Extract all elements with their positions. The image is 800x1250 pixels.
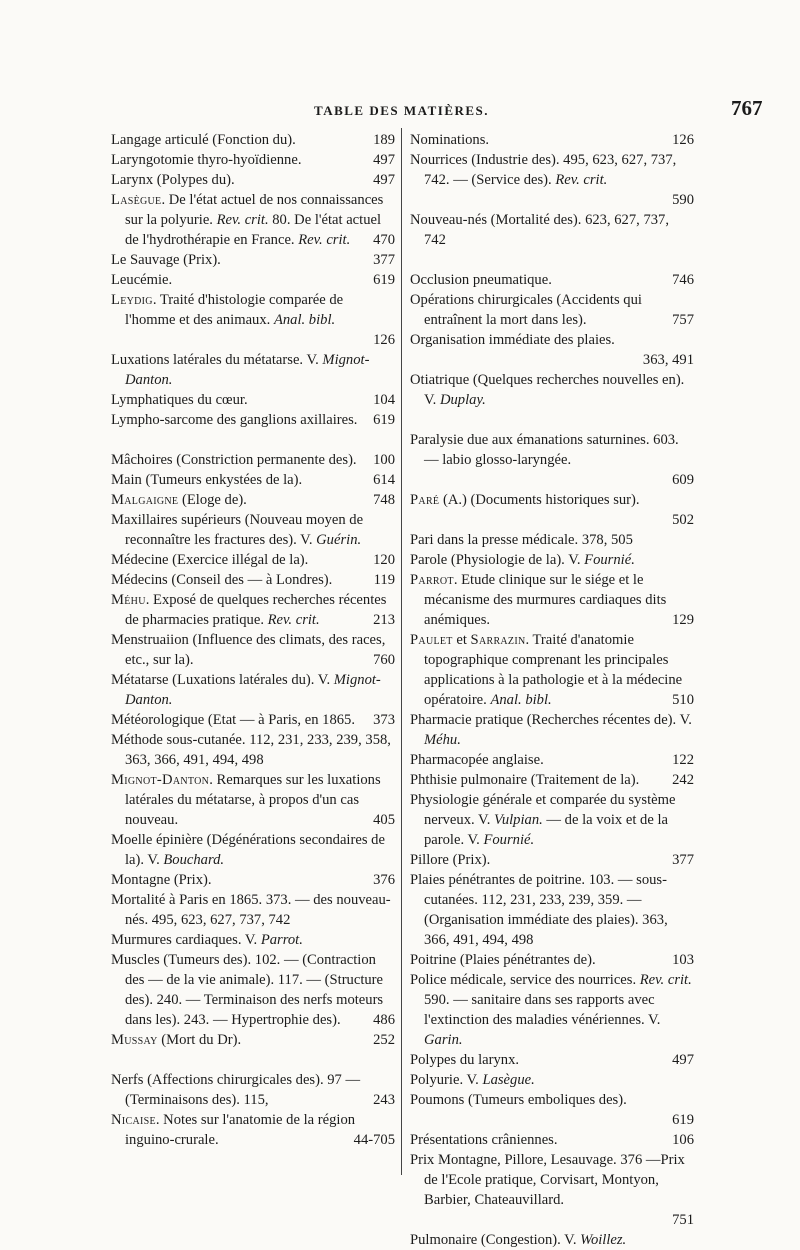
entry-text: Médecins (Conseil des — à Londres). bbox=[111, 572, 333, 588]
author-name: Nicaise bbox=[111, 1112, 156, 1128]
index-entry bbox=[111, 390, 395, 410]
entry-text: . Exposé de quelques recherches récentes de pharmacies pratique. bbox=[125, 592, 387, 628]
entry-italic: Bouchard. bbox=[163, 852, 225, 868]
index-entry bbox=[111, 130, 395, 150]
page-ref: 100 bbox=[373, 452, 395, 468]
entry-italic: Fournié. bbox=[584, 552, 635, 568]
entry-text: Poitrine (Plaies pénétrantes de). bbox=[410, 952, 596, 968]
entry-text: Murmures cardiaques. V. bbox=[111, 932, 261, 948]
page-number: 767 bbox=[731, 96, 763, 120]
entry-text: 115, bbox=[243, 1092, 269, 1108]
index-entry bbox=[111, 1030, 395, 1050]
entry-text: Montagne (Prix). bbox=[111, 872, 212, 888]
page-ref: 502 bbox=[672, 512, 694, 528]
index-entry bbox=[410, 630, 694, 710]
index-entry bbox=[410, 1050, 694, 1070]
running-header: TABLE DES MATIÈRES. bbox=[314, 103, 490, 118]
entry-text: Organisation immédiate des plaies. bbox=[410, 332, 615, 348]
entry-text: Leucémie. bbox=[111, 272, 173, 288]
index-entry bbox=[410, 570, 694, 630]
entry-text: Moelle épinière (Dégénérations secondaires de la). V. bbox=[111, 832, 385, 868]
author-name: Mussay bbox=[111, 1032, 158, 1048]
index-entry bbox=[410, 150, 694, 210]
index-entry bbox=[111, 1070, 395, 1110]
entry-text: Luxations latérales du métatarse. V. bbox=[111, 352, 323, 368]
index-entry bbox=[111, 550, 395, 570]
index-entry bbox=[410, 1070, 694, 1090]
index-entry bbox=[410, 1090, 694, 1130]
index-entry bbox=[111, 350, 395, 390]
entry-italic: Guérin. bbox=[316, 532, 362, 548]
index-entry bbox=[410, 1230, 694, 1250]
index-entry bbox=[111, 190, 395, 250]
entry-text: Phthisie pulmonaire (Traitement de la). bbox=[410, 772, 640, 788]
entry-italic: Anal. bibl. bbox=[273, 312, 336, 328]
entry-italic: Garin. bbox=[424, 1032, 463, 1048]
entry-italic: Fournié. bbox=[483, 832, 535, 848]
index-entry bbox=[410, 950, 694, 970]
entry-italic: Anal. bibl. bbox=[490, 692, 552, 708]
author-name: Malgaigne bbox=[111, 492, 179, 508]
entry-text: Poumons (Tumeurs emboliques des). bbox=[410, 1092, 627, 1108]
page-ref: 619 bbox=[373, 412, 395, 428]
entry-text: (Eloge de). bbox=[178, 492, 247, 508]
page-ref: 120 bbox=[373, 552, 395, 568]
index-entry bbox=[111, 410, 395, 430]
page-ref: 746 bbox=[672, 272, 694, 288]
author-name: Paré bbox=[410, 492, 440, 508]
entry-text: Police médicale, service des nourrices. bbox=[410, 972, 640, 988]
page-ref: 470 bbox=[373, 232, 395, 248]
entry-text: Lympho-sarcome des ganglions axillaires. bbox=[111, 412, 358, 428]
entry-text: 590. — sanitaire dans ses rapports avec l'extinction des maladies vénériennes. V. bbox=[424, 992, 661, 1028]
page-ref: 590 bbox=[672, 192, 694, 208]
page-ref: 405 bbox=[373, 812, 395, 828]
spacer bbox=[111, 1050, 395, 1070]
entry-italic: Mignot-Danton. bbox=[125, 672, 381, 708]
entry-text: Médecine (Exercice illégal de la). bbox=[111, 552, 309, 568]
entry-text: Mortalité à Paris en 1865. 373. — des nouveau-nés. 495, 623, 627, 737, 742 bbox=[111, 892, 391, 928]
entry-text: Présentations crâniennes. bbox=[410, 1132, 558, 1148]
entry-text: Pulmonaire (Congestion). V. bbox=[410, 1232, 581, 1248]
page-ref: 104 bbox=[373, 392, 395, 408]
page-ref: 619 bbox=[672, 1112, 694, 1128]
page-ref: 497 bbox=[373, 172, 395, 188]
page-ref: 213 bbox=[373, 612, 395, 628]
entry-text: Paralysie due aux émanations saturnines. 603. — labio glosso-laryngée. bbox=[410, 432, 679, 468]
page-ref: 748 bbox=[373, 492, 395, 508]
entry-text: . Notes sur l'anatomie de la région inguino-crurale. bbox=[125, 1112, 356, 1148]
entry-text: . Remarques sur les luxations latérales du métatarse, à propos d'un cas nouveau. bbox=[125, 772, 381, 828]
page-ref: 376 bbox=[373, 872, 395, 888]
entry-italic: Parrot. bbox=[260, 932, 303, 948]
index-entry bbox=[111, 270, 395, 290]
entry-text: Langage articulé (Fonction du). bbox=[111, 132, 296, 148]
spacer bbox=[410, 410, 694, 430]
entry-text: (A.) (Documents historiques sur). bbox=[439, 492, 640, 508]
page-ref: 609 bbox=[672, 472, 694, 488]
entry-text: Méthode sous-cutanée. 112, 231, 233, 239, 358, 363, 366, 491, 494, 498 bbox=[111, 732, 391, 768]
entry-text: Nouveau-nés (Mortalité des). 623, 627, 737, 742 bbox=[410, 212, 669, 248]
index-entry bbox=[111, 170, 395, 190]
page-ref: 106 bbox=[672, 1132, 694, 1148]
entry-italic: Rev. crit. bbox=[216, 212, 269, 228]
page-ref: 126 bbox=[373, 332, 395, 348]
entry-text: Polyurie. V. bbox=[410, 1072, 483, 1088]
entry-text: Mâchoires (Constriction permanente des). bbox=[111, 452, 357, 468]
index-entry bbox=[111, 570, 395, 590]
entry-text: Météorologique (Etat — à Paris, en 1865. bbox=[111, 712, 355, 728]
index-entry bbox=[410, 490, 694, 530]
page-ref: 44-705 bbox=[353, 1132, 395, 1148]
entry-text: . Etude clinique sur le siége et le mécanisme des murmures cardiaques dits anémiques. bbox=[424, 572, 667, 628]
author-name: Mignot-Danton bbox=[111, 772, 210, 788]
page-ref: 126 bbox=[672, 132, 694, 148]
entry-text: Nourrices (Industrie des). 495, 623, 627, 737, 742. — (Service des). bbox=[410, 152, 677, 188]
entry-text: — de la voix et de la parole. V. bbox=[424, 812, 669, 848]
page-ref: 486 bbox=[373, 1012, 395, 1028]
author-name: Méhu bbox=[111, 592, 146, 608]
index-entry bbox=[410, 710, 694, 750]
page-ref: 510 bbox=[672, 692, 694, 708]
index-entry bbox=[111, 490, 395, 510]
entry-text: Main (Tumeurs enkystées de la). bbox=[111, 472, 303, 488]
entry-text: Polypes du larynx. bbox=[410, 1052, 520, 1068]
page-ref: 129 bbox=[672, 612, 694, 628]
page-ref: 373 bbox=[373, 712, 395, 728]
page-ref: 189 bbox=[373, 132, 395, 148]
page-ref: 252 bbox=[373, 1032, 395, 1048]
entry-text: Otiatrique (Quelques recherches nouvelles en). V. bbox=[410, 372, 685, 408]
entry-text: Lymphatiques du cœur. bbox=[111, 392, 248, 408]
index-entry bbox=[410, 550, 694, 570]
index-entry bbox=[410, 970, 694, 1050]
index-entry bbox=[111, 250, 395, 270]
entry-text: Menstruaiion (Influence des climats, des races, etc., sur la). bbox=[111, 632, 386, 668]
index-entry bbox=[111, 770, 395, 830]
index-entry bbox=[410, 270, 694, 290]
entry-text: Pharmacie pratique (Recherches récentes de). V. bbox=[410, 712, 692, 728]
entry-text: Muscles (Tumeurs des). 102. — (Contraction des — de la vie animale). 117. — (Structure des). 240. — Terminaison des nerfs moteurs dans les). 243. — Hypertrophie des). bbox=[111, 952, 384, 1028]
entry-text: Maxillaires supérieurs (Nouveau moyen de reconnaître les fractures des). V. bbox=[111, 512, 364, 548]
entry-text: Pari dans la presse médicale. 378, 505 bbox=[410, 532, 633, 548]
index-entry bbox=[410, 850, 694, 870]
entry-text: Prix Montagne, Pillore, Lesauvage. 376 —Prix de l'Ecole pratique, Corvisart, Montyon, Barbier, Chateauvillard. bbox=[410, 1152, 685, 1208]
entry-text: Le Sauvage (Prix). bbox=[111, 252, 221, 268]
index-column-right bbox=[410, 130, 694, 1250]
index-entry bbox=[410, 770, 694, 790]
entry-italic: Méhu. bbox=[424, 732, 461, 748]
index-entry bbox=[410, 1150, 694, 1230]
index-entry bbox=[410, 430, 694, 490]
index-entry bbox=[111, 470, 395, 490]
index-entry bbox=[410, 750, 694, 770]
index-entry bbox=[410, 330, 694, 370]
index-entry bbox=[410, 130, 694, 150]
author-name: Leydig bbox=[111, 292, 153, 308]
entry-italic: Lasègue. bbox=[482, 1072, 535, 1088]
page-ref: 119 bbox=[373, 572, 395, 588]
entry-italic: Rev. crit. bbox=[298, 232, 351, 248]
index-entry bbox=[111, 670, 395, 710]
index-entry bbox=[410, 1130, 694, 1150]
entry-text: Pillore (Prix). bbox=[410, 852, 491, 868]
entry-text: Larynx (Polypes du). bbox=[111, 172, 235, 188]
index-entry bbox=[111, 890, 395, 930]
index-entry bbox=[111, 1110, 395, 1150]
entry-italic: Rev. crit. bbox=[267, 612, 320, 628]
column-divider bbox=[401, 128, 402, 1175]
page-ref: 497 bbox=[672, 1052, 694, 1068]
entry-text: Métatarse (Luxations latérales du). V. bbox=[111, 672, 334, 688]
entry-text: Opérations chirurgicales (Accidents qui entraînent la mort dans les). bbox=[410, 292, 642, 328]
author-name: Lasègue bbox=[111, 192, 162, 208]
entry-text: Nerfs (Affections chirurgicales des). 97 — (Terminaisons des). bbox=[111, 1072, 361, 1108]
author-name: Paulet bbox=[410, 632, 453, 648]
spacer bbox=[111, 430, 395, 450]
page-ref: 760 bbox=[373, 652, 395, 668]
spacer bbox=[410, 250, 694, 270]
index-entry bbox=[111, 630, 395, 670]
entry-text: . De l'état actuel de nos connaissances sur la polyurie. bbox=[125, 192, 384, 228]
entry-text: Parole (Physiologie de la). V. bbox=[410, 552, 585, 568]
index-entry bbox=[410, 530, 694, 550]
page-ref: 377 bbox=[672, 852, 694, 868]
index-entry bbox=[111, 950, 395, 1030]
index-entry bbox=[410, 870, 694, 950]
index-entry bbox=[111, 590, 395, 630]
entry-italic: Woillez. bbox=[580, 1232, 627, 1248]
entry-text: . Traité d'anatomie topographique comprenant les principales applications à la pathologie et à la médecine opératoire. bbox=[424, 632, 683, 708]
entry-text: Occlusion pneumatique. bbox=[410, 272, 552, 288]
index-entry bbox=[410, 290, 694, 330]
entry-text: Nominations. bbox=[410, 132, 490, 148]
page-ref: 363, 491 bbox=[642, 352, 694, 368]
entry-text: Plaies pénétrantes de poitrine. 103. — sous-cutanées. 112, 231, 233, 239, 359. — (Organisation immédiate des plaies). 363, 366, 491, 494, 498 bbox=[410, 872, 668, 948]
index-column-left bbox=[111, 130, 395, 1150]
index-entry bbox=[111, 510, 395, 550]
index-entry bbox=[111, 450, 395, 470]
index-entry bbox=[410, 210, 694, 250]
index-entry bbox=[111, 290, 395, 350]
index-entry bbox=[410, 370, 694, 410]
index-entry bbox=[111, 830, 395, 870]
page-ref: 103 bbox=[672, 952, 694, 968]
index-entry bbox=[111, 870, 395, 890]
page-ref: 751 bbox=[672, 1212, 694, 1228]
index-entry bbox=[111, 150, 395, 170]
entry-text: Physiologie générale et comparée du système nerveux. V. bbox=[410, 792, 676, 828]
index-entry bbox=[410, 790, 694, 850]
entry-italic: Vulpian. bbox=[494, 812, 543, 828]
index-entry bbox=[111, 710, 395, 730]
page-ref: 242 bbox=[672, 772, 694, 788]
entry-text: 80. De l'état actuel de l'hydrothérapie en France. bbox=[125, 212, 382, 248]
entry-italic: Rev. crit. bbox=[639, 972, 692, 988]
page-ref: 614 bbox=[373, 472, 395, 488]
page-ref: 757 bbox=[672, 312, 694, 328]
index-entry bbox=[111, 930, 395, 950]
index-entry bbox=[111, 730, 395, 770]
page-ref: 377 bbox=[373, 252, 395, 268]
entry-text: . Traité d'histologie comparée de l'homme et des animaux. bbox=[125, 292, 344, 328]
entry-text: (Mort du Dr). bbox=[157, 1032, 242, 1048]
entry-text: Laryngotomie thyro-hyoïdienne. bbox=[111, 152, 302, 168]
page-ref: 619 bbox=[373, 272, 395, 288]
page-ref: 243 bbox=[373, 1092, 395, 1108]
entry-text: Pharmacopée anglaise. bbox=[410, 752, 544, 768]
page-ref: 497 bbox=[373, 152, 395, 168]
entry-italic: Rev. crit. bbox=[555, 172, 608, 188]
entry-text: et bbox=[452, 632, 471, 648]
entry-italic: Duplay. bbox=[439, 392, 486, 408]
entry-italic: Mignot-Danton. bbox=[125, 352, 370, 388]
page-ref: 122 bbox=[672, 752, 694, 768]
author-name: Sarrazin bbox=[470, 632, 526, 648]
author-name: Parrot bbox=[410, 572, 454, 588]
